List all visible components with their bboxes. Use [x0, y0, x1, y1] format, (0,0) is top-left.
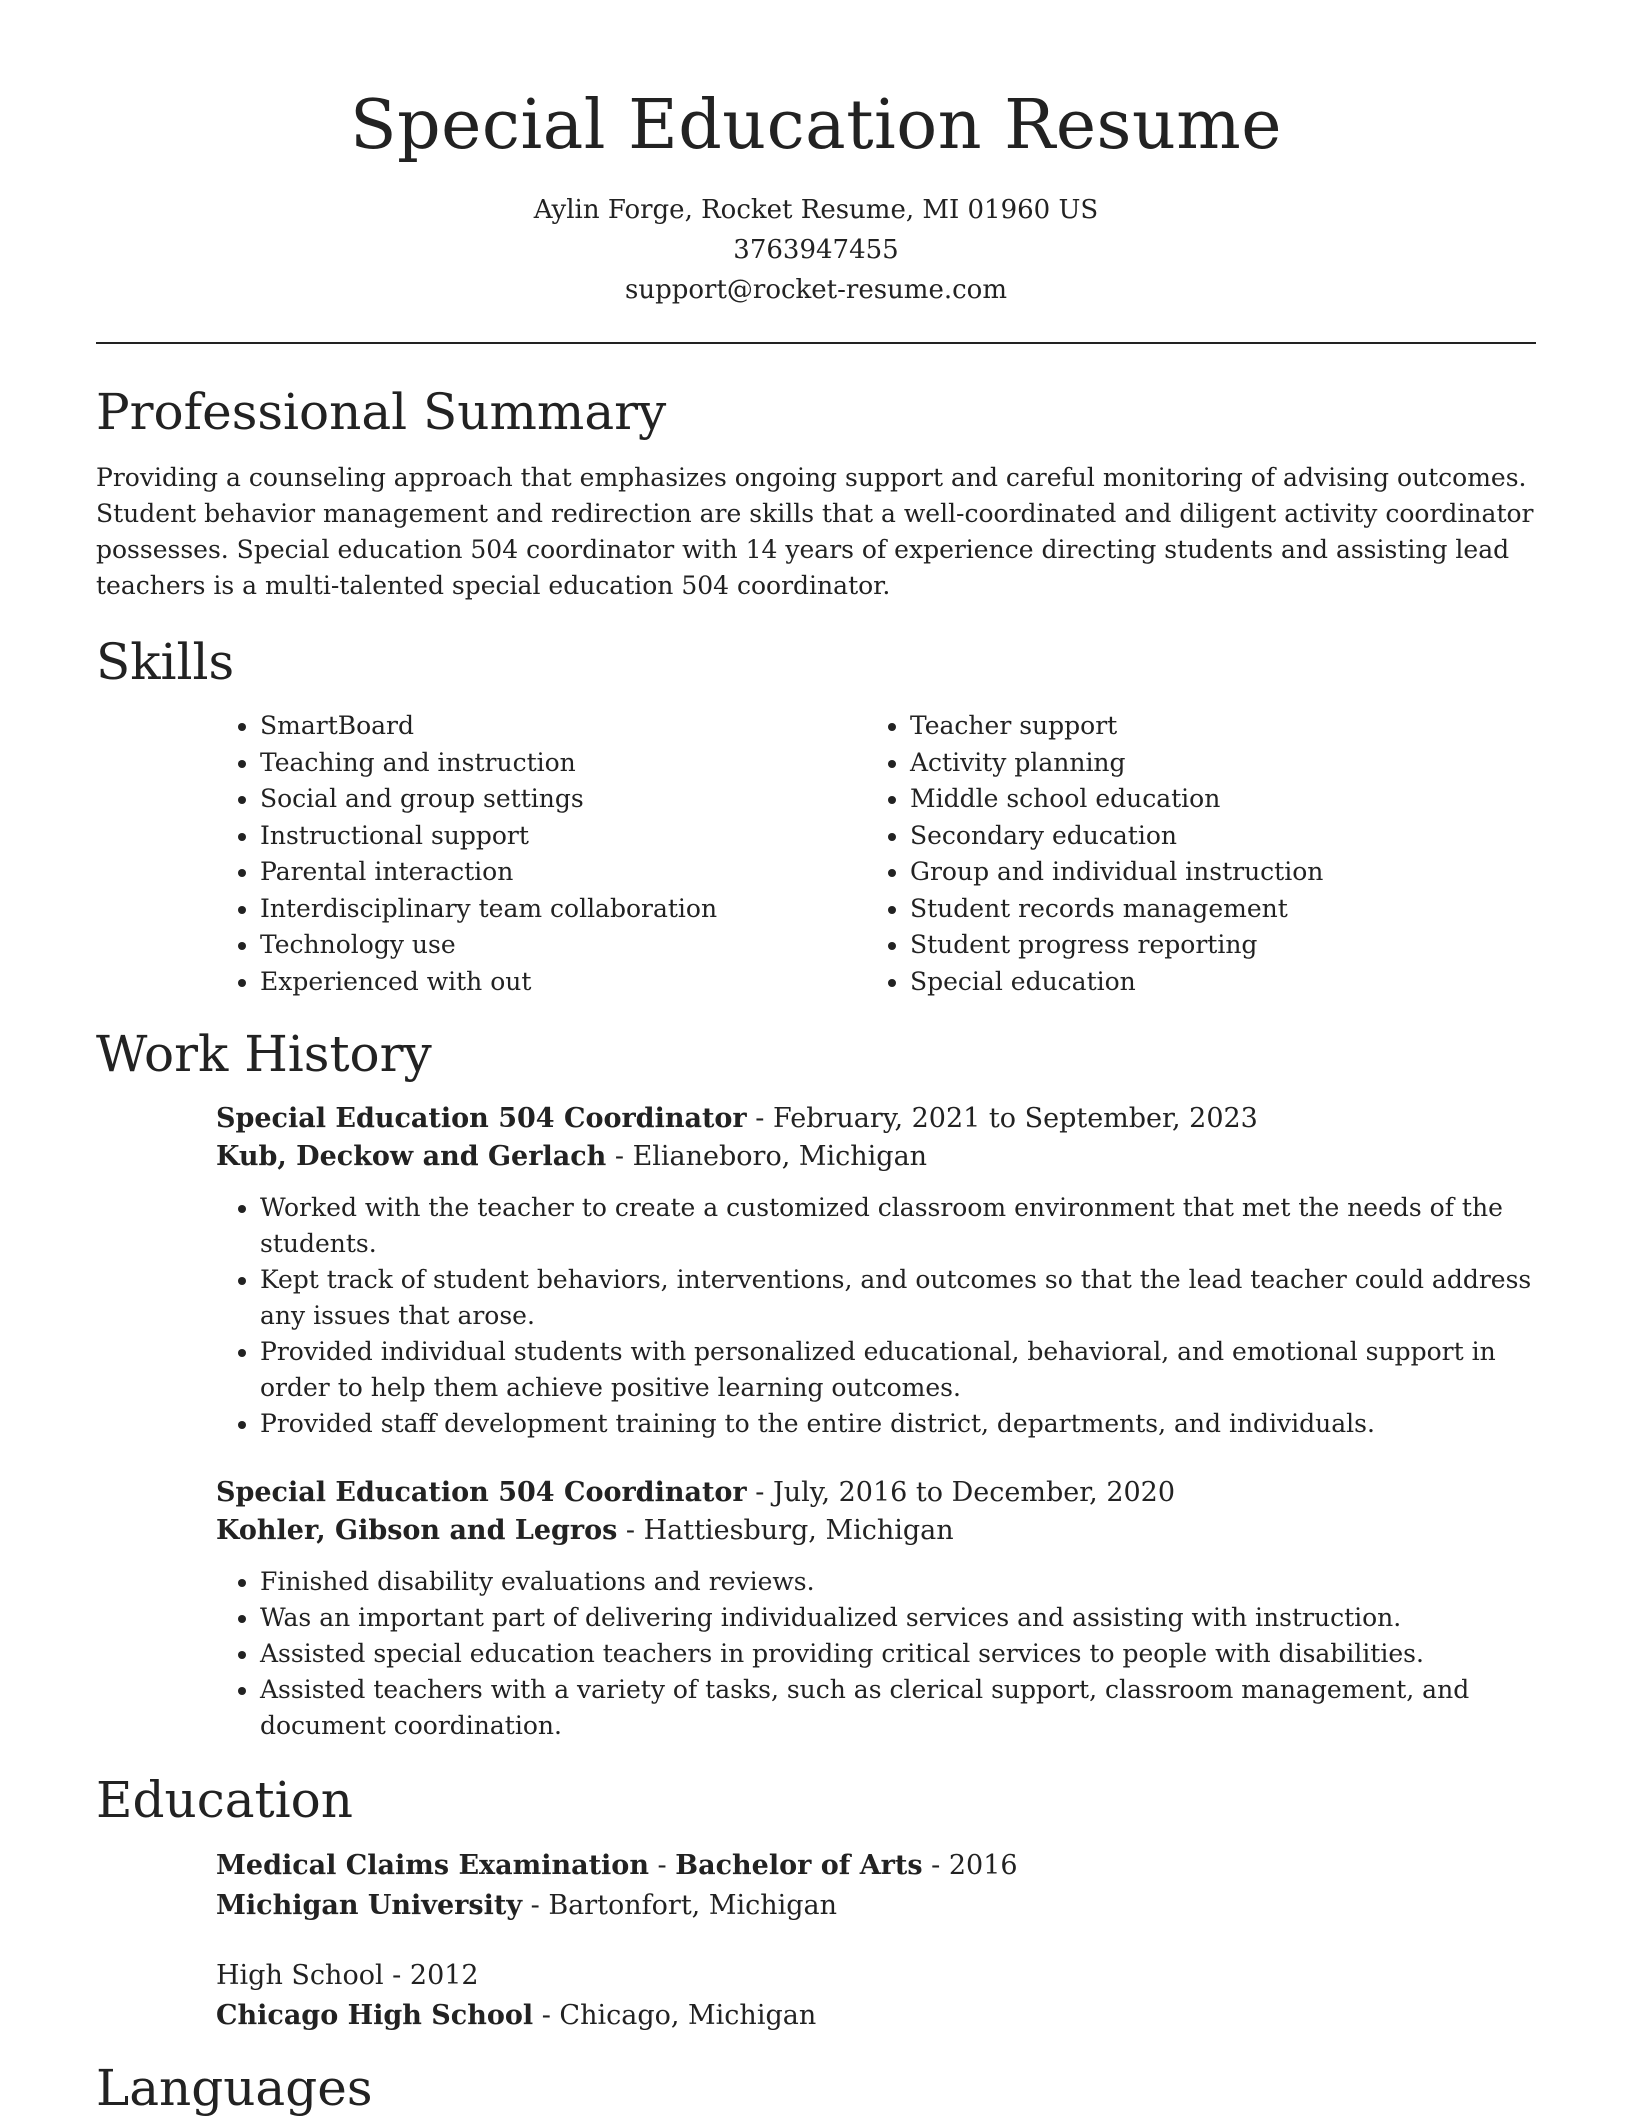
separator: - — [746, 1477, 773, 1508]
skill-item: • Student records management — [910, 891, 1516, 928]
education-heading: Education — [96, 1771, 353, 1829]
job-dates: July, 2016 to December, 2020 — [772, 1477, 1176, 1508]
skill-item: • Student progress reporting — [910, 927, 1516, 964]
skill-item: • Secondary education — [910, 818, 1516, 855]
contact-email: support@rocket-resume.com — [624, 275, 1007, 305]
job-bullet: • Assisted special education teachers in providing critical services to people with disabilities. — [260, 1636, 1536, 1672]
separator: - — [533, 2000, 560, 2031]
skills-heading: Skills — [96, 633, 235, 691]
languages-section — [96, 2056, 1536, 2120]
languages-heading: Languages — [96, 2059, 373, 2117]
separator: - — [746, 1103, 773, 1134]
education-degree: Bachelor of Arts — [675, 1850, 923, 1881]
job-entry — [216, 1100, 1536, 1442]
education-location: Bartonfort, Michigan — [548, 1890, 838, 1921]
skill-item: • Experienced with out — [260, 964, 866, 1001]
skills-list-right — [866, 708, 1516, 1000]
job-title: Special Education 504 Coordinator — [216, 1103, 747, 1134]
job-company-line — [216, 1512, 1536, 1550]
contact-block — [96, 190, 1536, 310]
education-school-line — [216, 1886, 1536, 1926]
separator: - — [522, 1890, 549, 1921]
skill-item: • Technology use — [260, 927, 866, 964]
skill-item: • Group and individual instruction — [910, 854, 1516, 891]
skill-item: • Middle school education — [910, 781, 1516, 818]
education-program-line — [216, 1846, 1536, 1886]
skills-columns — [216, 708, 1536, 1000]
job-company: Kub, Deckow and Gerlach — [216, 1141, 607, 1172]
skills-list-left — [216, 708, 866, 1000]
summary-section — [96, 380, 1536, 604]
job-bullet: • Provided staff development training to the entire district, departments, and individuals. — [260, 1406, 1536, 1442]
contact-phone: 3763947455 — [733, 235, 899, 265]
job-company: Kohler, Gibson and Legros — [216, 1515, 618, 1546]
job-location: Hattiesburg, Michigan — [643, 1515, 954, 1546]
job-bullet: • Provided individual students with personalized educational, behavioral, and emotional support in order to help them achieve positive learning outcomes. — [260, 1334, 1536, 1406]
skill-item: • Interdisciplinary team collaboration — [260, 891, 866, 928]
education-program: Medical Claims Examination — [216, 1850, 649, 1881]
skill-item: • Social and group settings — [260, 781, 866, 818]
education-school: Chicago High School — [216, 2000, 534, 2031]
job-title: Special Education 504 Coordinator — [216, 1477, 747, 1508]
separator: - — [383, 1960, 410, 1991]
skill-item: • SmartBoard — [260, 708, 866, 745]
work-heading: Work History — [96, 1025, 432, 1083]
education-entry — [216, 1846, 1536, 1926]
education-school: Michigan University — [216, 1890, 523, 1921]
separator: - — [648, 1850, 676, 1881]
skill-item: • Teaching and instruction — [260, 745, 866, 782]
job-bullets — [216, 1564, 1536, 1744]
education-program-line — [216, 1956, 1536, 1996]
education-year: 2012 — [409, 1960, 479, 1991]
job-location: Elianeboro, Michigan — [632, 1141, 928, 1172]
separator: - — [617, 1515, 644, 1546]
job-bullet: • Finished disability evaluations and reviews. — [260, 1564, 1536, 1600]
job-bullet: • Assisted teachers with a variety of tasks, such as clerical support, classroom management, and document coordination. — [260, 1672, 1536, 1744]
job-bullets — [216, 1190, 1536, 1442]
job-title-line — [216, 1474, 1536, 1512]
skill-item: • Instructional support — [260, 818, 866, 855]
education-section — [96, 1768, 1536, 2036]
work-section — [96, 1022, 1536, 1744]
resume-header — [96, 0, 1536, 310]
skill-item: • Special education — [910, 964, 1516, 1001]
job-bullet: • Worked with the teacher to create a customized classroom environment that met the needs of the students. — [260, 1190, 1536, 1262]
resume-title: Special Education Resume — [350, 86, 1282, 165]
job-dates: February, 2021 to September, 2023 — [772, 1103, 1258, 1134]
separator: - — [922, 1850, 949, 1881]
skill-item: • Activity planning — [910, 745, 1516, 782]
contact-address: Aylin Forge, Rocket Resume, MI 01960 US — [533, 195, 1099, 225]
education-entry — [216, 1956, 1536, 2036]
education-year: 2016 — [948, 1850, 1018, 1881]
job-company-line — [216, 1138, 1536, 1176]
skill-item: • Parental interaction — [260, 854, 866, 891]
job-entry — [216, 1474, 1536, 1744]
separator: - — [606, 1141, 633, 1172]
header-divider — [96, 342, 1536, 344]
job-title-line — [216, 1100, 1536, 1138]
skill-item: • Teacher support — [910, 708, 1516, 745]
skills-section — [96, 630, 1536, 1000]
education-program: High School — [216, 1960, 384, 1991]
summary-heading: Professional Summary — [96, 383, 667, 441]
job-bullet: • Was an important part of delivering individualized services and assisting with instruction. — [260, 1600, 1536, 1636]
education-school-line — [216, 1996, 1536, 2036]
summary-text: Providing a counseling approach that emphasizes ongoing support and careful monitoring of advising outcomes. Student behavior management and redirection are skills that a well-coordinated and diligent activity coordinator possesses. Special education 504 coordinator with 14 years of experience directing students and assisting lead teachers is a multi-talented special education 504 coordinator. — [96, 463, 1534, 600]
job-bullet: • Kept track of student behaviors, interventions, and outcomes so that the lead teacher could address any issues that arose. — [260, 1262, 1536, 1334]
education-location: Chicago, Michigan — [559, 2000, 817, 2031]
